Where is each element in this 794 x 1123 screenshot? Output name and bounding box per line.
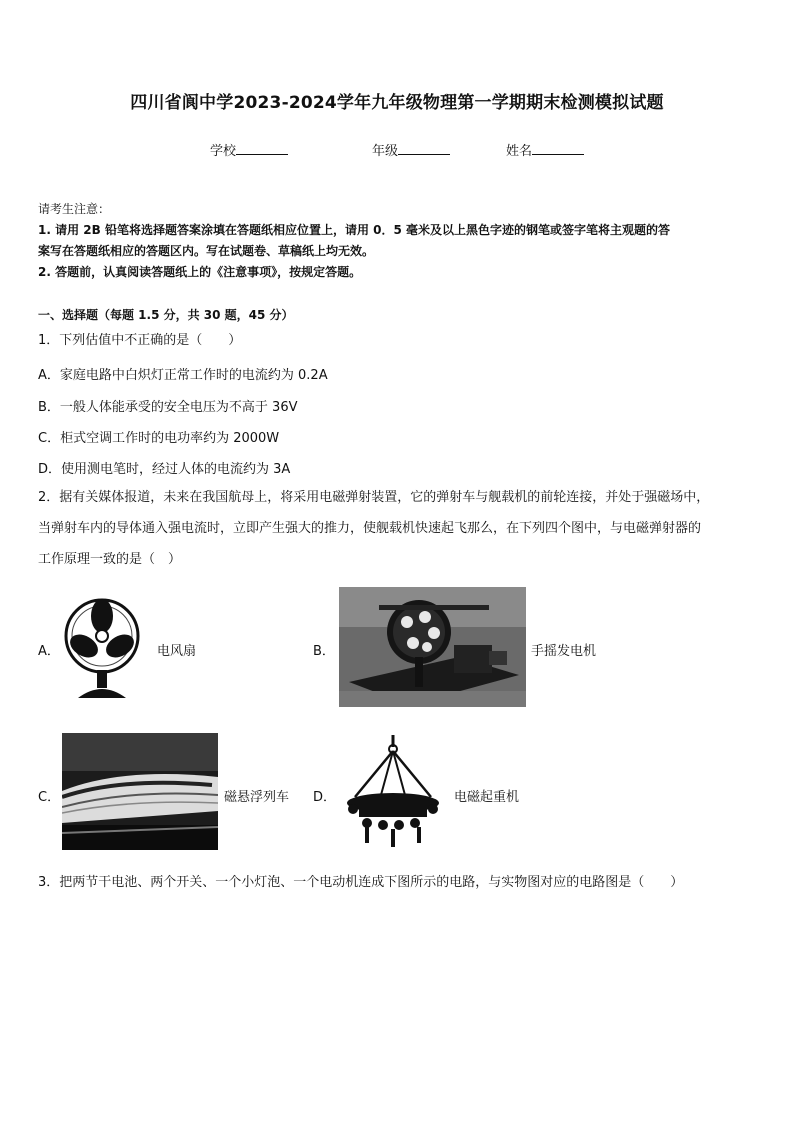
notice-line-2: 2. 答题前，认真阅读答题纸上的《注意事项》，按规定答题。 (38, 265, 362, 279)
q2-option-a-letter: A． (38, 644, 60, 659)
name-blank[interactable] (532, 142, 584, 155)
school-label: 学校 (210, 144, 237, 159)
maglev-train-image (62, 733, 218, 850)
q2-stem-line-1: 2．据有关媒体报道，未来在我国航母上，将采用电磁弹射装置，它的弹射车与舰载机的前轮连接，并处于强磁场中， (38, 490, 710, 505)
q1-stem: 1．下列估值中不正确的是（ ） (38, 333, 242, 348)
electromagnetic-crane-image (339, 733, 447, 850)
q2-option-c-caption: 磁悬浮列车 (224, 790, 290, 805)
q2-stem-line-3: 工作原理一致的是（ ） (38, 552, 182, 567)
notice-block (38, 199, 768, 283)
q1-option-d: D．使用测电笔时，经过人体的电流约为 3A (38, 462, 291, 477)
q1-option-a: A．家庭电路中白炽灯正常工作时的电流约为 0.2A (38, 368, 328, 383)
q1-option-b: B．一般人体能承受的安全电压为不高于 36V (38, 400, 298, 415)
q2-option-c-letter: C． (38, 790, 61, 805)
q2-option-d-caption: 电磁起重机 (454, 790, 520, 805)
q2-option-b-caption: 手摇发电机 (531, 644, 597, 659)
q2-option-b-letter: B． (313, 644, 335, 659)
electric-fan-image (62, 586, 146, 702)
school-field (210, 140, 288, 159)
q3-stem: 3．把两节干电池、两个开关、一个小灯泡、一个电动机连成下图所示的电路，与实物图对应的电路图是（ ） (38, 875, 684, 890)
name-label: 姓名 (506, 144, 533, 159)
notice-line-1a: 1. 请用 2B 铅笔将选择题答案涂填在答题纸相应位置上，请用 0．5 毫米及以上黑色字迹的钢笔或签字笔将主观题的答 (38, 223, 670, 237)
q2-option-a-caption: 电风扇 (157, 644, 197, 659)
name-field (506, 140, 584, 159)
grade-blank[interactable] (398, 142, 450, 155)
q2-stem-line-2: 当弹射车内的导体通入强电流时，立即产生强大的推力，使舰载机快速起飞那么，在下列四个图中，与电磁弹射器的 (38, 521, 702, 536)
exam-title: 四川省阆中学2023-2024学年九年级物理第一学期期末检测模拟试题 (130, 93, 664, 113)
hand-generator-image (339, 587, 526, 707)
section-heading: 一、选择题（每题 1.5 分，共 30 题，45 分） (38, 308, 294, 322)
q2-option-d-letter: D． (313, 790, 337, 805)
school-blank[interactable] (236, 142, 288, 155)
grade-label: 年级 (372, 144, 399, 159)
notice-line-1b: 案写在答题纸相应的答题区内。写在试题卷、草稿纸上均无效。 (38, 244, 375, 258)
q1-option-c: C．柜式空调工作时的电功率约为 2000W (38, 431, 280, 446)
grade-field (372, 140, 450, 159)
notice-heading: 请考生注意： (38, 202, 111, 216)
